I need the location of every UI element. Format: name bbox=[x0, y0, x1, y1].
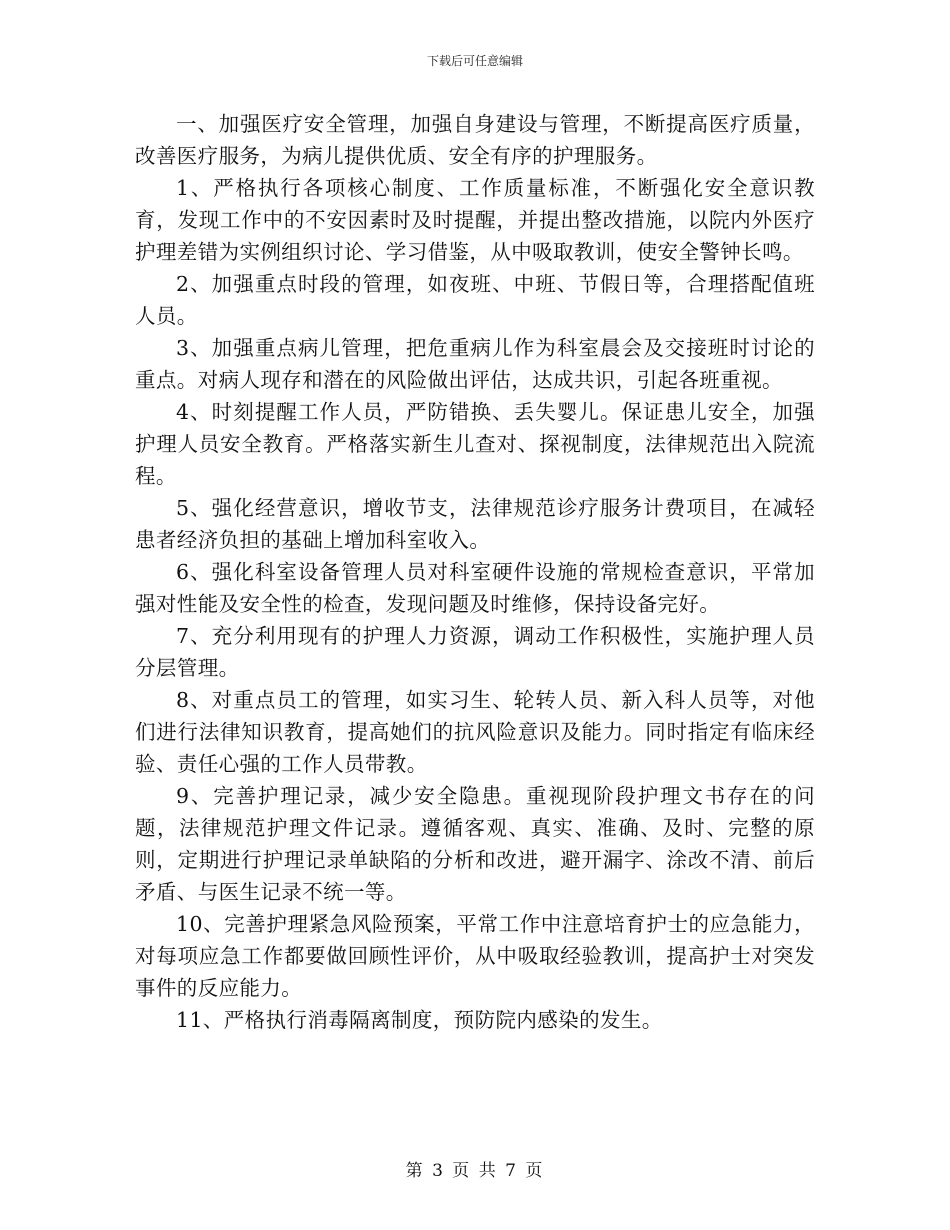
paragraph-item-4: 4、时刻提醒工作人员，严防错换、丢失婴儿。保证患儿安全，加强护理人员安全教育。严格落实新生儿查对、探视制度，法律规范出入院流程。 bbox=[135, 400, 815, 488]
paragraph-item-1: 1、严格执行各项核心制度、工作质量标准，不断强化安全意识教育，发现工作中的不安因素时及时提醒，并提出整改措施，以院内外医疗护理差错为实例组织讨论、学习借鉴，从中吸取教训，使安全警钟长鸣。 bbox=[135, 176, 815, 264]
paragraph-item-11: 11、严格执行消毒隔离制度，预防院内感染的发生。 bbox=[176, 1008, 663, 1032]
paragraph-item-10: 10、完善护理紧急风险预案，平常工作中注意培育护士的应急能力，对每项应急工作都要做回顾性评价，从中吸取经验教训，提高护士对突发事件的反应能力。 bbox=[135, 912, 815, 1000]
paragraph-item-5: 5、强化经营意识，增收节支，法律规范诊疗服务计费项目，在减轻患者经济负担的基础上增加科室收入。 bbox=[135, 496, 815, 552]
paragraph-item-6: 6、强化科室设备管理人员对科室硬件设施的常规检查意识，平常加强对性能及安全性的检查，发现问题及时维修，保持设备完好。 bbox=[135, 560, 815, 616]
paragraph-item-7: 7、充分利用现有的护理人力资源，调动工作积极性，实施护理人员分层管理。 bbox=[135, 624, 815, 680]
paragraph-item-9: 9、完善护理记录，减少安全隐患。重视现阶段护理文书存在的问题，法律规范护理文件记录。遵循客观、真实、准确、及时、完整的原则，定期进行护理记录单缺陷的分析和改进，避开漏字、涂改不清、前后矛盾、与医生记录不统一等。 bbox=[135, 784, 815, 904]
page-header-note: 下载后可任意编辑 bbox=[426, 54, 523, 68]
document-body bbox=[135, 108, 815, 1036]
page-number-footer: 第 3 页 共 7 页 bbox=[405, 1161, 545, 1181]
paragraph-item-8: 8、对重点员工的管理，如实习生、轮转人员、新入科人员等，对他们进行法律知识教育，提高她们的抗风险意识及能力。同时指定有临床经验、责任心强的工作人员带教。 bbox=[135, 688, 815, 776]
paragraph-item-3: 3、加强重点病儿管理，把危重病儿作为科室晨会及交接班时讨论的重点。对病人现存和潜在的风险做出评估，达成共识，引起各班重视。 bbox=[135, 336, 815, 392]
paragraph-section-1: 一、加强医疗安全管理，加强自身建设与管理，不断提高医疗质量，改善医疗服务，为病儿提供优质、安全有序的护理服务。 bbox=[135, 112, 815, 168]
paragraph-item-2: 2、加强重点时段的管理，如夜班、中班、节假日等，合理搭配值班人员。 bbox=[135, 272, 815, 328]
